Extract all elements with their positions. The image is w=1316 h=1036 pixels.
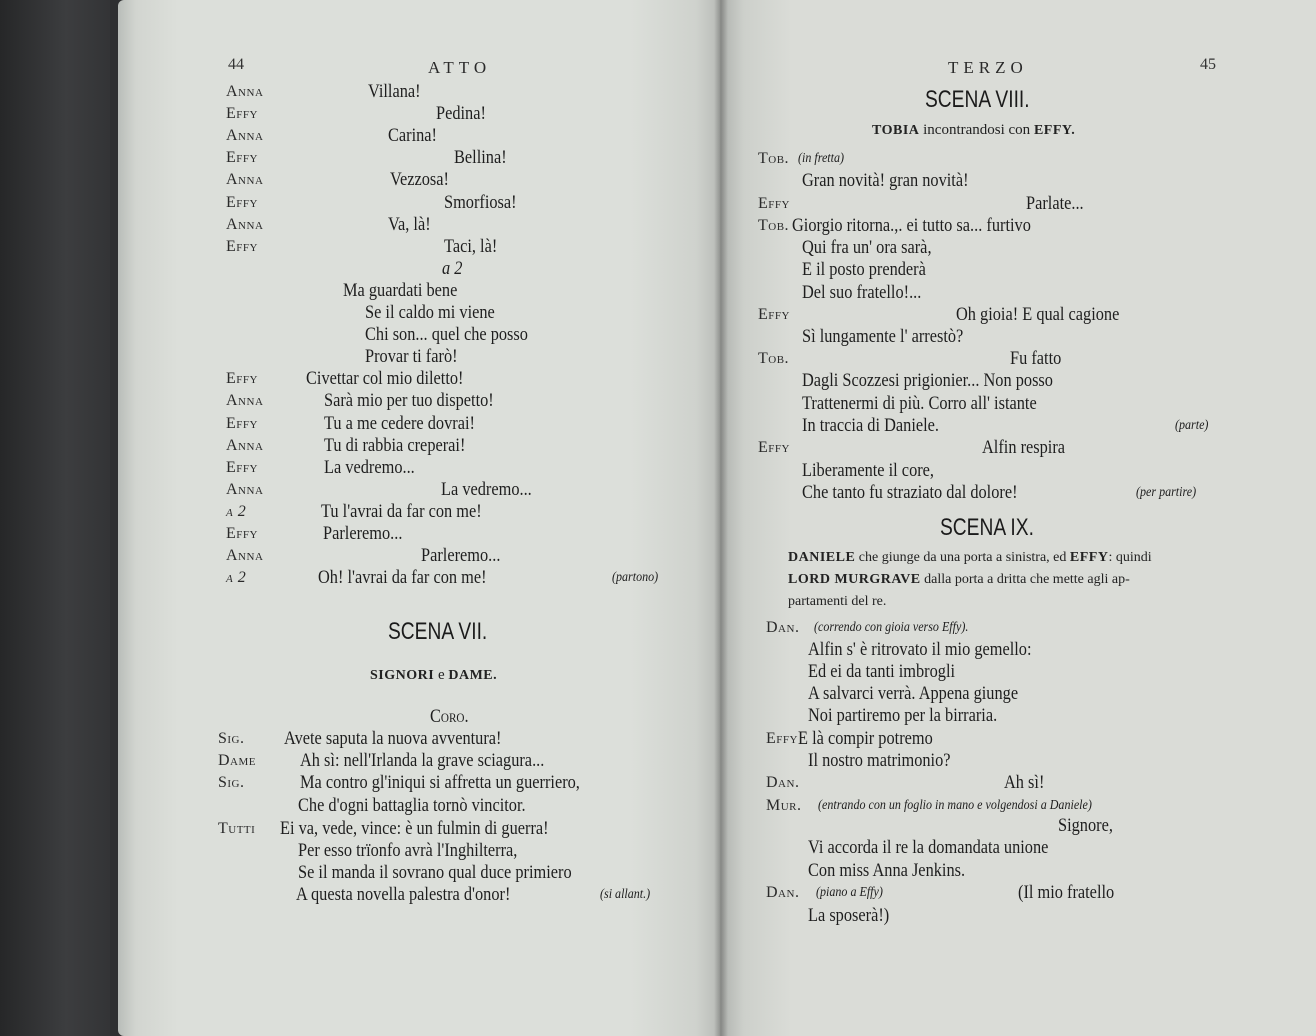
cast-murgrave-desc: dalla porta a dritta che mette agli ap- xyxy=(924,572,1130,587)
verse-line: Ah sì! xyxy=(1004,772,1045,793)
verse-line: Chi son... quel che posso xyxy=(365,324,528,346)
scene-viii-cast xyxy=(872,119,1075,142)
speaker-label: Effy xyxy=(758,439,790,456)
speaker-label: Anna xyxy=(226,83,264,100)
speaker-label: Tob. xyxy=(758,350,790,367)
stage-direction: (parte) xyxy=(1175,418,1209,433)
speaker-label: Anna xyxy=(226,215,264,233)
verse-line: Il nostro matrimonio? xyxy=(808,750,951,771)
verse-line: Oh gioia! E qual cagione xyxy=(956,304,1120,325)
speaker-label: a 2 xyxy=(226,502,247,520)
verse-line: Vi accorda il re la domandata unione xyxy=(808,837,1049,858)
speaker-label: Sig. xyxy=(218,774,245,791)
verse-line: a 2 xyxy=(442,257,463,279)
verse-line: Bellina! xyxy=(454,147,507,169)
speaker-label: Effy xyxy=(226,149,258,167)
speaker-label: Mur. xyxy=(766,797,802,814)
verse-line: (Il mio fratello xyxy=(1018,882,1115,903)
verse-line: Parleremo... xyxy=(323,523,403,544)
verse-line: Liberamente il core, xyxy=(802,460,935,481)
speaker-label: Anna xyxy=(226,547,264,565)
verse-line: In traccia di Daniele. xyxy=(802,415,940,436)
verse-line: Parlate... xyxy=(1026,193,1084,214)
stage-direction: (si allant.) xyxy=(600,887,651,902)
running-head-right: TERZO xyxy=(948,58,1028,77)
cast-daniele-desc: che giunge da una porta a sinistra, ed xyxy=(858,550,1067,565)
speaker-label: Effy xyxy=(766,730,798,747)
stage-direction: (per partire) xyxy=(1136,485,1197,500)
background-margin xyxy=(0,0,110,1036)
verse-line: E là compir potremo xyxy=(798,728,933,749)
cast-join: e xyxy=(437,667,445,683)
verse-line: Giorgio ritorna.,. ei tutto sa... furtivo xyxy=(792,215,1031,236)
scene-vii-cast xyxy=(370,664,497,687)
verse-line: Tu l'avrai da far con me! xyxy=(321,500,482,522)
speaker-label: Dan. xyxy=(766,619,800,636)
cast-tobia: TOBIA xyxy=(872,123,920,138)
verse-line: Vezzosa! xyxy=(390,169,449,191)
stage-direction: (partono) xyxy=(612,570,659,586)
scene-vii-title: SCENA VII. xyxy=(388,618,488,645)
speaker-label: Effy xyxy=(226,193,258,211)
verse-line: Sarà mio per tuo dispetto! xyxy=(324,390,494,412)
speaker-label: Anna xyxy=(226,480,264,498)
speaker-label: Anna xyxy=(226,171,264,189)
left-page xyxy=(118,0,720,1036)
coro-label: Coro. xyxy=(430,706,469,727)
stage-direction: (correndo con gioia verso Effy). xyxy=(814,620,969,635)
verse-line: Va, là! xyxy=(388,213,431,235)
speaker-label: Effy xyxy=(226,458,258,476)
verse-line: Ed ei da tanti imbrogli xyxy=(808,661,956,682)
verse-line: Ei va, vede, vince: è un fulmin di guerra! xyxy=(280,818,549,839)
verse-line: Provar ti farò! xyxy=(365,346,458,368)
verse-line: Alfin s' è ritrovato il mio gemello: xyxy=(808,639,1032,660)
verse-line: Tu di rabbia creperai! xyxy=(324,434,466,456)
speaker-label: Anna xyxy=(226,392,264,410)
speaker-label: Effy xyxy=(226,237,258,255)
cast-effy: EFFY. xyxy=(1033,123,1076,138)
verse-line: Ma guardati bene xyxy=(343,279,458,301)
book-gutter xyxy=(714,0,728,1036)
speaker-label: Effy xyxy=(226,525,258,542)
verse-line: Dagli Scozzesi prigionier... Non posso xyxy=(802,370,1053,391)
speaker-label: a 2 xyxy=(226,569,247,587)
verse-line: Noi partiremo per la birraria. xyxy=(808,705,998,726)
speaker-label: Effy xyxy=(226,370,258,388)
scene-ix-cast-line-1 xyxy=(788,547,1152,569)
speaker-label: Sig. xyxy=(218,730,245,747)
verse-line: Carina! xyxy=(388,125,438,147)
verse-line: Taci, là! xyxy=(444,235,498,257)
scene-ix-cast-line-2 xyxy=(788,569,1130,591)
verse-line: Se il manda il sovrano qual duce primiero xyxy=(298,862,572,883)
verse-line: Alfin respira xyxy=(982,437,1066,458)
speaker-label: Dame xyxy=(218,752,256,769)
verse-line: Trattenermi di più. Corro all' istante xyxy=(802,393,1037,414)
scene-ix-cast-line-3: partamenti del re. xyxy=(788,594,887,609)
speaker-label: Dan. xyxy=(766,884,800,901)
speaker-label: Anna xyxy=(226,436,264,454)
verse-line: Parleremo... xyxy=(421,545,501,567)
verse-line: Signore, xyxy=(1058,815,1113,836)
verse-line: La vedremo... xyxy=(324,456,415,478)
speaker-label: Effy xyxy=(758,195,790,212)
verse-line: Smorfiosa! xyxy=(444,191,517,213)
verse-line: Ah sì: nell'Irlanda la grave sciagura... xyxy=(300,750,545,771)
speaker-label: Dan. xyxy=(766,774,800,791)
speaker-label: Tob. xyxy=(758,217,790,234)
verse-line: Oh! l'avrai da far con me! xyxy=(318,567,487,589)
verse-line: Gran novità! gran novità! xyxy=(802,170,969,191)
verse-line: E il posto prenderà xyxy=(802,259,926,280)
verse-line: La sposerà!) xyxy=(808,905,890,926)
cast-daniele: DANIELE xyxy=(788,550,856,565)
stage-direction: (piano a Effy) xyxy=(816,885,883,900)
verse-line: La vedremo... xyxy=(441,478,532,500)
verse-line: A salvarci verrà. Appena giunge xyxy=(808,683,1019,704)
verse-line: A questa novella palestra d'onor! xyxy=(296,884,511,905)
stage-direction: (in fretta) xyxy=(798,151,845,166)
scene-viii-title: SCENA VIII. xyxy=(925,86,1030,113)
verse-line: Pedina! xyxy=(436,103,486,125)
verse-line: Sì lungamente l' arrestò? xyxy=(802,326,964,347)
speaker-label: Tutti xyxy=(218,820,256,837)
speaker-label: Effy xyxy=(758,306,790,323)
cast-lord-murgrave: LORD MURGRAVE xyxy=(788,572,921,587)
stage-direction: (entrando con un foglio in mano e volgendosi a Daniele) xyxy=(818,798,1092,813)
right-page xyxy=(720,0,1316,1036)
verse-line: Tu a me cedere dovrai! xyxy=(324,412,475,434)
speaker-label: Anna xyxy=(226,127,264,145)
verse-line: Fu fatto xyxy=(1010,348,1062,369)
speaker-label: Effy xyxy=(226,105,258,123)
speaker-label: Tob. xyxy=(758,150,790,167)
verse-line: Ma contro gl'iniqui si affretta un guerriero, xyxy=(300,772,580,793)
cast-effy-ix: EFFY xyxy=(1069,550,1109,565)
cast-signori: SIGNORI xyxy=(370,668,435,683)
verse-line: Per esso trïonfo avrà l'Inghilterra, xyxy=(298,840,518,861)
verse-line: Che tanto fu straziato dal dolore! xyxy=(802,482,1018,503)
page-number-right: 45 xyxy=(1200,56,1216,73)
cast-mid: incontrandosi con xyxy=(923,122,1031,138)
cast-quindi: : quindi xyxy=(1108,550,1152,565)
page-number-left: 44 xyxy=(228,56,244,73)
verse-line: Se il caldo mi viene xyxy=(365,302,495,323)
verse-line: Qui fra un' ora sarà, xyxy=(802,237,932,258)
verse-line: Civettar col mio diletto! xyxy=(306,368,464,390)
speaker-label: Effy xyxy=(226,414,258,432)
verse-line: Che d'ogni battaglia tornò vincitor. xyxy=(298,795,526,816)
verse-line: Con miss Anna Jenkins. xyxy=(808,860,966,881)
verse-line: Avete saputa la nuova avventura! xyxy=(284,728,502,749)
verse-line: Villana! xyxy=(368,81,421,102)
scene-ix-title: SCENA IX. xyxy=(940,514,1034,541)
cast-dame: DAME. xyxy=(448,668,498,683)
running-head-left: ATTO xyxy=(428,58,492,77)
verse-line: Del suo fratello!... xyxy=(802,282,922,303)
